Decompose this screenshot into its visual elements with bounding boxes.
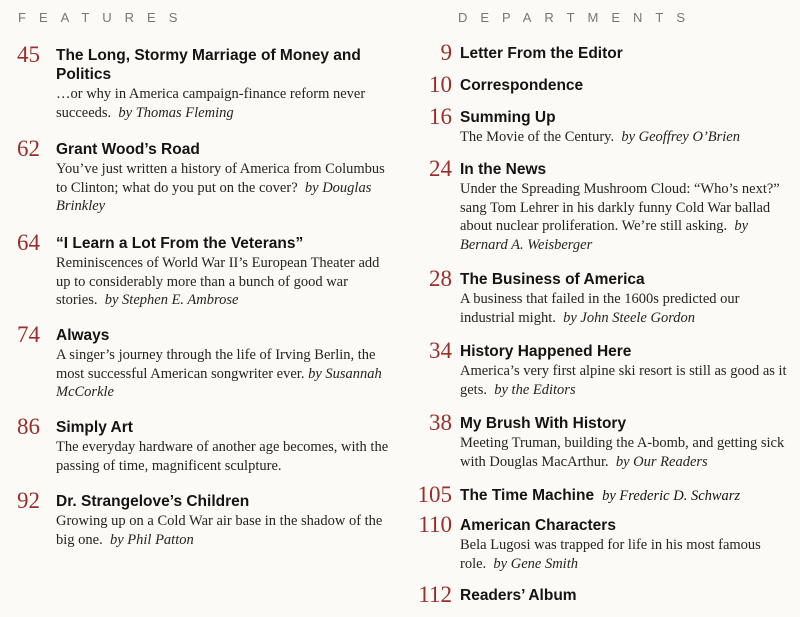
department-description: The Movie of the Century. by Geoffrey O’Brien: [460, 129, 740, 145]
departments-heading: DEPARTMENTS: [458, 10, 699, 25]
page-number: 62: [17, 136, 40, 161]
feature-description: Growing up on a Cold War air base in the shadow of the big one. by Phil Patton: [56, 513, 383, 548]
department-title: Readers’ Album: [460, 587, 577, 604]
feature-entry[interactable]: [0, 230, 400, 310]
department-entry[interactable]: [410, 410, 800, 471]
page-number: 34: [429, 338, 452, 363]
department-entry[interactable]: [410, 72, 800, 97]
page-number: 45: [17, 42, 40, 67]
feature-entry[interactable]: [0, 42, 400, 122]
byline: by Bernard A. Weisberger: [460, 218, 749, 253]
feature-description: You’ve just written a history of America from Columbus to Clinton; what do you put on the cover? by Douglas Brinkley: [56, 161, 385, 214]
page-number: 38: [429, 410, 452, 435]
department-entry[interactable]: [410, 338, 800, 399]
department-entry[interactable]: [410, 156, 800, 254]
byline: by Thomas Fleming: [118, 104, 234, 121]
page-number: 16: [429, 104, 452, 129]
feature-entry[interactable]: [0, 488, 400, 549]
byline: by Frederic D. Schwarz: [602, 488, 741, 504]
department-entry[interactable]: [410, 40, 800, 65]
department-entry[interactable]: [410, 582, 800, 607]
byline: by Gene Smith: [493, 555, 578, 572]
department-title: American Characters: [460, 517, 616, 534]
feature-title: “I Learn a Lot From the Veterans”: [56, 235, 304, 252]
byline: by Our Readers: [615, 453, 708, 470]
page-number: 86: [17, 414, 40, 439]
byline: by Geoffrey O’Brien: [621, 129, 740, 145]
department-title: The Time Machine by Frederic D. Schwarz: [460, 487, 741, 504]
feature-description: Reminiscences of World War II’s European Theater add up to considerably more than a bunch of good war stories. by Stephen E. Ambrose: [56, 255, 380, 308]
department-entry[interactable]: [410, 266, 800, 327]
feature-title: Simply Art: [56, 419, 133, 436]
feature-title: The Long, Stormy Marriage of Money and Politics: [56, 47, 361, 83]
department-description: Under the Spreading Mushroom Cloud: “Who’s next?” sang Tom Lehrer in his darkly funny Cold War ballad about nuclear proliferation. We’re still asking. by Bernard A. Weisberger: [460, 181, 780, 253]
page-number: 110: [418, 512, 452, 537]
byline: by Douglas Brinkley: [56, 179, 372, 214]
feature-entry[interactable]: [0, 136, 400, 216]
page-number: 105: [417, 482, 452, 507]
feature-title: Grant Wood’s Road: [56, 141, 200, 158]
feature-title: Dr. Strangelove’s Children: [56, 493, 250, 510]
department-description: Bela Lugosi was trapped for life in his most famous role. by Gene Smith: [460, 537, 761, 572]
department-title: History Happened Here: [460, 343, 632, 360]
page-number: 24: [429, 156, 452, 181]
department-title: In the News: [460, 161, 547, 178]
department-entry[interactable]: [410, 482, 800, 507]
department-entry[interactable]: [410, 512, 800, 573]
byline: by Susannah McCorkle: [56, 365, 382, 400]
department-title: My Brush With History: [460, 415, 627, 432]
page-number: 74: [17, 322, 40, 347]
department-description: A business that failed in the 1600s predicted our industrial might. by John Steele Gordon: [460, 291, 740, 326]
features-heading: FEATURES: [18, 10, 191, 25]
department-title: Summing Up: [460, 109, 556, 126]
department-description: America’s very first alpine ski resort is still as good as it gets. by the Editors: [460, 363, 787, 398]
page-number: 112: [418, 582, 452, 607]
page-number: 10: [429, 72, 452, 97]
byline: by Phil Patton: [109, 531, 194, 548]
department-title: The Business of America: [460, 271, 645, 288]
page-number: 28: [429, 266, 452, 291]
feature-description: The everyday hardware of another age becomes, with the passing of time, magnificent sculpture.: [56, 439, 389, 474]
department-title: Correspondence: [460, 77, 584, 94]
byline: by the Editors: [494, 381, 576, 398]
feature-description: …or why in America campaign-finance reform never succeeds. by Thomas Fleming: [56, 86, 366, 121]
department-description: Meeting Truman, building the A-bomb, and getting sick with Douglas MacArthur. by Our Readers: [460, 435, 785, 470]
page-number: 9: [440, 40, 452, 65]
department-entry[interactable]: [410, 104, 800, 147]
byline: by Stephen E. Ambrose: [104, 292, 239, 308]
page-number: 92: [17, 488, 40, 513]
feature-description: A singer’s journey through the life of Irving Berlin, the most successful American songwriter ever. by Susannah McCorkle: [56, 347, 382, 400]
feature-entry[interactable]: [0, 414, 400, 475]
page-number: 64: [17, 230, 40, 255]
feature-title: Always: [56, 327, 110, 344]
department-title: Letter From the Editor: [460, 45, 623, 62]
byline: by John Steele Gordon: [563, 309, 696, 326]
feature-entry[interactable]: [0, 322, 400, 402]
